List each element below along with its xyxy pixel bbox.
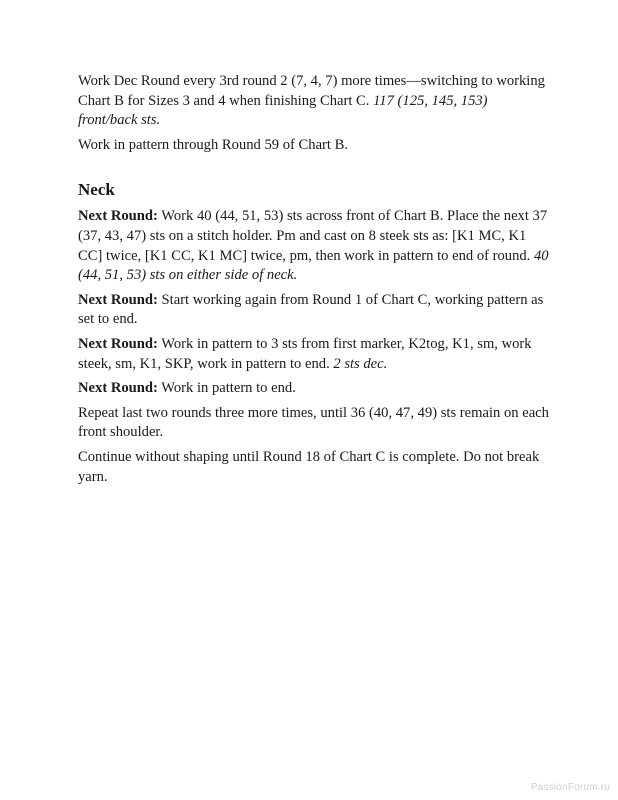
intro-dec-round-text: Work Dec Round every 3rd round 2 (7, 4, 7) more times—switching to working Chart B for Sizes 3 and 4 when finishing Chart C. [78, 73, 545, 109]
step-text: Start working again from Round 1 of Chart C, working pattern as set to end. [78, 291, 544, 328]
step-label: Next Round: [78, 208, 158, 225]
neck-step [78, 207, 550, 285]
neck-heading: Neck [78, 180, 115, 200]
step-stitch-count: 40 (44, 51, 53) sts on either side of neck. [78, 247, 549, 284]
intro-stitch-count: 117 (125, 145, 153) front/back sts. [78, 92, 488, 129]
step-text: Work in pattern to end. [157, 380, 296, 397]
pattern-page [78, 72, 550, 492]
neck-step [78, 291, 550, 330]
step-label: Next Round: [78, 335, 158, 352]
step-text: Work 40 (44, 51, 53) sts across front of Chart B. Place the next 37 (37, 43, 47) sts on a stitch holder. Pm and cast on 8 steek sts as: [K1 MC, K1 CC] twice, [K1 CC, K1 MC] twice, pm, then work in pattern to end of round. [78, 208, 548, 264]
step-stitch-count: 2 sts dec. [333, 355, 388, 372]
neck-step [78, 335, 550, 374]
intro-paragraph-chart-b: Work in pattern through Round 59 of Chart B. [78, 136, 348, 153]
neck-step [78, 379, 550, 399]
step-label: Next Round: [78, 380, 158, 397]
intro-paragraph-dec-round [78, 72, 550, 131]
repeat-paragraph: Repeat last two rounds three more times, until 36 (40, 47, 49) sts remain on each front shoulder. [78, 404, 549, 441]
site-watermark: PassionForum.ru [530, 782, 610, 793]
step-text: Work in pattern to 3 sts from first marker, K2tog, K1, sm, work steek, sm, K1, SKP, work in pattern to end. [78, 335, 532, 372]
continue-paragraph: Continue without shaping until Round 18 of Chart C is complete. Do not break yarn. [78, 448, 540, 485]
step-label: Next Round: [78, 291, 158, 308]
